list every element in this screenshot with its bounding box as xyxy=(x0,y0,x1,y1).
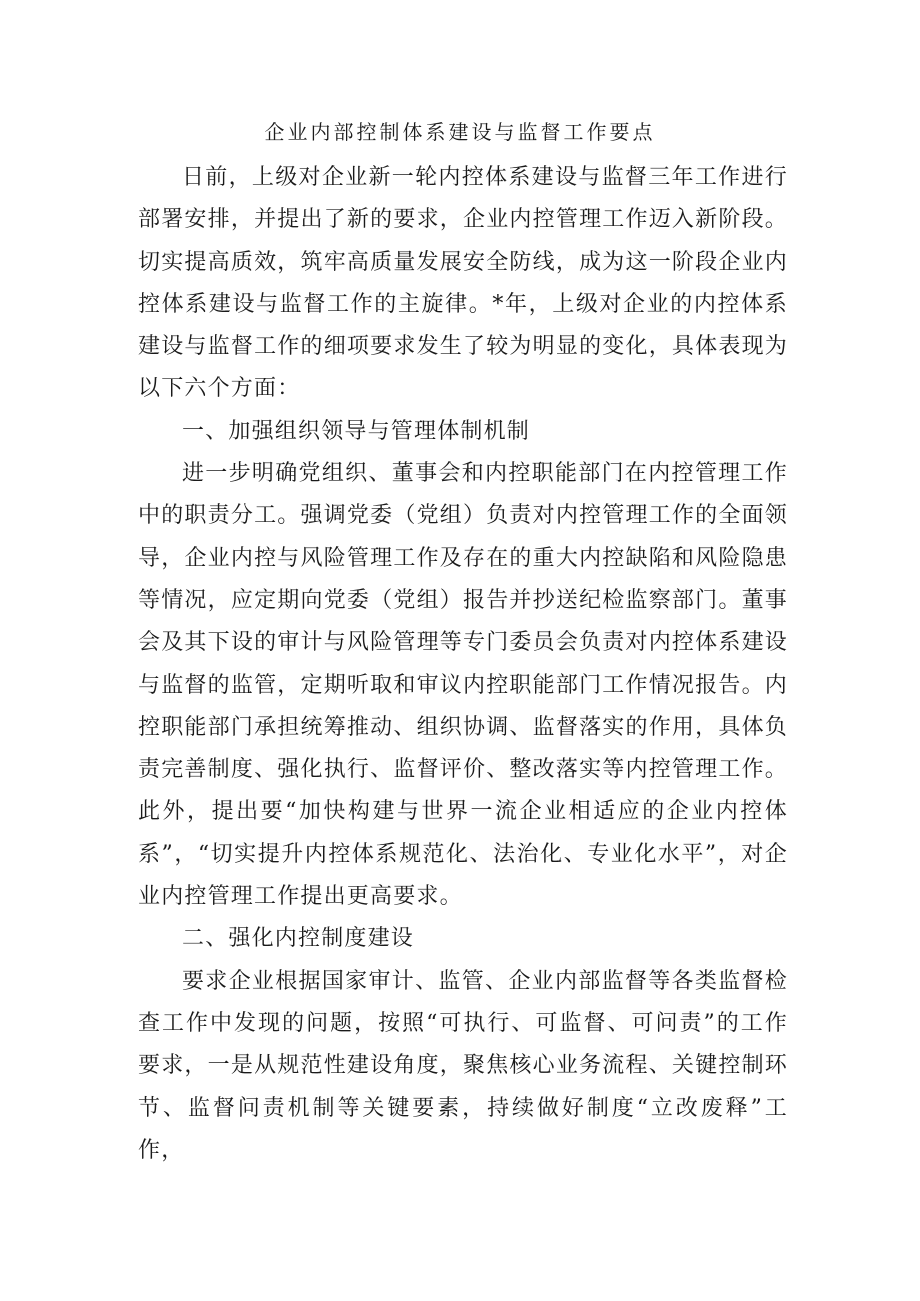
paragraph-section-2: 要求企业根据国家审计、监管、企业内部监督等各类监督检查工作中发现的问题，按照“可执行、可监督、可问责”的工作要求，一是从规范性建设角度，聚焦核心业务流程、关键控制环节、监督问责机制等关键要素，持续做好制度“立改废释”工作， xyxy=(138,968,788,1163)
document-body xyxy=(138,157,788,1172)
paragraph-section-1: 进一步明确党组织、董事会和内控职能部门在内控管理工作中的职责分工。强调党委（党组）负责对内控管理工作的全面领导，企业内控与风险管理工作及存在的重大内控缺陷和风险隐患等情况，应定期向党委（党组）报告并抄送纪检监察部门。董事会及其下设的审计与风险管理等专门委员会负责对内控体系建设与监督的监管，定期听取和审议内控职能部门工作情况报告。内控职能部门承担统筹推动、组织协调、监督落实的作用，具体负责完善制度、强化执行、监督评价、整改落实等内控管理工作。此外，提出要“加快构建与世界一流企业相适应的企业内控体系”，“切实提升内控体系规范化、法治化、专业化水平”，对企业内控管理工作提出更高要求。 xyxy=(138,461,788,910)
paragraph-intro: 日前，上级对企业新一轮内控体系建设与监督三年工作进行部署安排，并提出了新的要求，企业内控管理工作迈入新阶段。切实提高质效，筑牢高质量发展安全防线，成为这一阶段企业内控体系建设与监督工作的主旋律。*年，上级对企业的内控体系建设与监督工作的细项要求发生了较为明显的变化，具体表现为以下六个方面： xyxy=(138,165,788,402)
section-heading-1: 一、加强组织领导与管理体制机制 xyxy=(182,418,531,444)
section-heading-2: 二、强化内控制度建设 xyxy=(182,926,415,952)
document-title: 企业内部控制体系建设与监督工作要点 xyxy=(264,120,656,144)
